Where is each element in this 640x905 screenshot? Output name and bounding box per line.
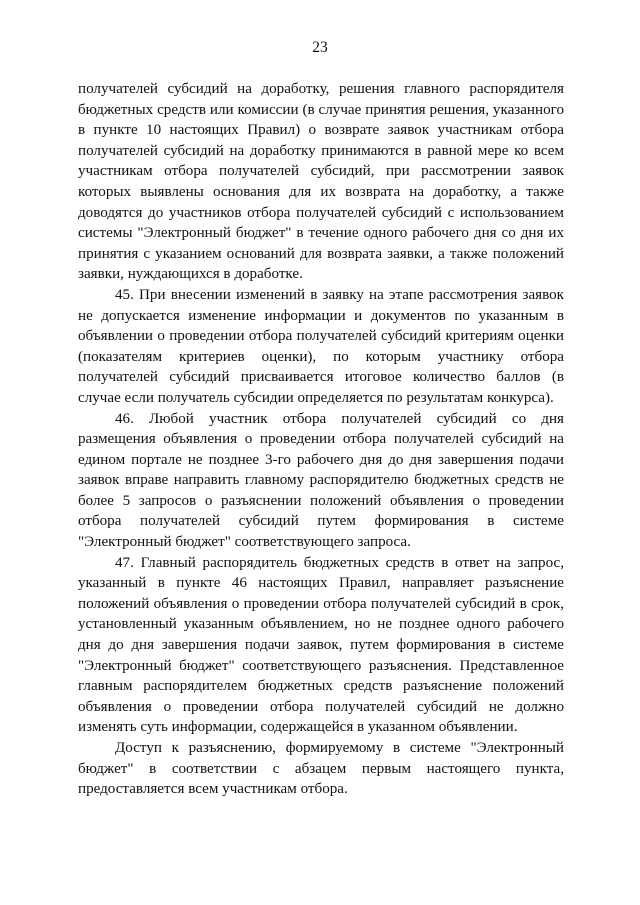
paragraph-47-access: Доступ к разъяснению, формируемому в системе "Электронный бюджет" в соответствии с абзацем первым настоящего пункта, предоставляется всем участникам отбора. [78,740,564,798]
paragraph-47: 47. Главный распорядитель бюджетных средств в ответ на запрос, указанный в пункте 46 настоящих Правил, направляет разъяснение положений объявления о проведении отбора получателей субсидий в срок, установленный указанным объявлением, но не позднее одного рабочего дня до дня завершения подачи заявок, путем формирования в системе "Электронный бюджет" соответствующего разъяснения. Представленное главным распорядителем бюджетных средств разъяснение положений объявления о проведении отбора получателей субсидий не должно изменять суть информации, содержащейся в указанном объявлении. [78,554,564,736]
paragraph-46: 46. Любой участник отбора получателей субсидий со дня размещения объявления о проведении отбора получателей субсидий на едином портале не позднее 3-го рабочего дня до дня завершения подачи заявок вправе направить главному распорядителю бюджетных средств не более 5 запросов о разъяснении положений объявления о проведении отбора получателей субсидий путем формирования в системе "Электронный бюджет" соответствующего запроса. [78,410,564,551]
page-number: 23 [312,39,328,56]
paragraph-continuation: получателей субсидий на доработку, решения главного распорядителя бюджетных средств или комиссии (в случае принятия решения, указанного в пункте 10 настоящих Правил) о возврате заявок участникам отбора получателей субсидий на доработку принимаются в равной мере ко всем участникам отбора получателей субсидий, при рассмотрении заявок которых выявлены основания для их возврата на доработку, а также доводятся до участников отбора получателей субсидий с использованием системы "Электронный бюджет" в течение одного рабочего дня со дня их принятия с указанием оснований для возврата заявки, а также положений заявки, нуждающихся в доработке. [78,81,564,283]
document-body [78,79,564,800]
paragraph-45: 45. При внесении изменений в заявку на этапе рассмотрения заявок не допускается изменение информации и документов по указанным в объявлении о проведении отбора получателей субсидий критериям оценки (показателям критериев оценки), по которым участнику отбора получателей субсидий присваивается итоговое количество баллов (в случае если получатель субсидии определяется по результатам конкурса). [78,286,564,406]
